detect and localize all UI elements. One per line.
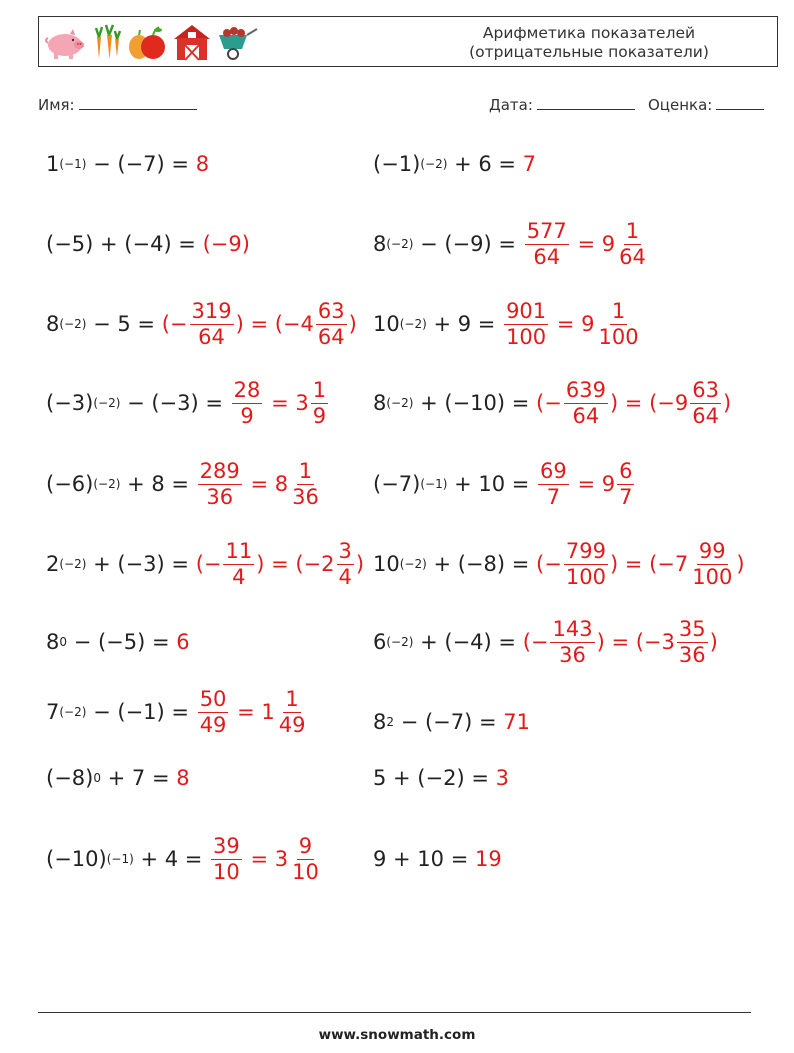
numerator: 28 (233, 377, 261, 402)
numerator: 1 (611, 298, 626, 323)
numerator: 35 (678, 616, 706, 641)
numerator: 639 (565, 377, 606, 402)
expression-rest: (−5) + (−4) = (46, 232, 203, 256)
expression-rest: 9 + 10 = (373, 847, 475, 871)
title-line-2: (отрицательные показатели) (469, 43, 709, 61)
problem-9: (−6) (−2) + 8 = $\frac{289}{36}$ = 8 $\frac{1}{36}$ (46, 454, 323, 514)
base: (−10) (46, 847, 107, 871)
fraction (538, 459, 569, 510)
fraction (596, 299, 640, 350)
mixed-whole: ) = (−7 (609, 552, 689, 576)
paren-close: ) (722, 391, 732, 415)
fraction (232, 378, 263, 429)
expression-rest: − (−9) = (413, 232, 523, 256)
base: 8 (373, 232, 387, 256)
answer (496, 766, 509, 790)
fraction (311, 378, 328, 429)
pig-icon (43, 21, 87, 63)
denominator: 9 (240, 403, 254, 428)
numerator: 6 (619, 458, 633, 483)
answer (475, 847, 502, 871)
answer (503, 710, 530, 734)
numerator: 63 (692, 377, 719, 402)
expression-rest: + 4 = (133, 847, 210, 871)
problem-18 (373, 748, 509, 808)
base: 2 (46, 552, 60, 576)
equals: = (264, 391, 296, 415)
fraction (677, 617, 708, 668)
fraction (337, 539, 354, 590)
mixed-whole: 9 (601, 472, 616, 496)
expression-rest: − (−3) = (120, 391, 230, 415)
denominator: 9 (312, 403, 327, 428)
answer (196, 687, 310, 738)
denominator: 64 (692, 403, 719, 428)
equals: = (570, 232, 602, 256)
equals: = (243, 472, 275, 496)
problem-10: (−7) (−1) + 10 = $\frac{69}{7}$ = 9 $\frac{6}{7}$ (373, 454, 636, 514)
name-field[interactable] (38, 95, 197, 114)
expression-rest: + 6 = (447, 152, 523, 176)
base: (−1) (373, 152, 421, 176)
denominator: 64 (619, 244, 646, 269)
footer-url: www.snowmath.com (318, 1027, 476, 1043)
fraction (290, 459, 321, 510)
denominator: 64 (317, 324, 345, 349)
mixed-whole: 9 (601, 232, 616, 256)
equals: = (230, 700, 262, 724)
expression-rest: + 7 = (100, 766, 177, 790)
paren-close: ) (709, 630, 718, 654)
answer-value: (−9) (202, 232, 250, 256)
problem-6: 10 (−2) + 9 = $\frac{901}{100}$ = 9 $\frac{1}{100}$ (373, 294, 643, 354)
fraction (564, 539, 608, 590)
expression-rest: − (−7) = (394, 710, 504, 734)
numerator: 1 (625, 218, 640, 243)
score-label: Оценка: (648, 96, 713, 114)
denominator: 100 (598, 324, 639, 349)
answer (203, 232, 250, 256)
answer (162, 299, 357, 350)
expression-rest: − (−7) = (86, 152, 196, 176)
problem-5: 8 (−2) − 5 = (− $\frac{319}{64}$ ) = (−4 $\frac{63}{64}$ ) (46, 298, 357, 349)
denominator: 36 (678, 642, 706, 667)
answer (523, 219, 650, 270)
fraction (617, 459, 634, 510)
base: 6 (373, 630, 387, 654)
numerator: 1 (312, 377, 327, 402)
answer-value: 19 (474, 847, 502, 871)
numerator: 11 (225, 538, 253, 563)
problem-11: 2 (−2) + (−3) = (− $\frac{11}{4}$ ) = (−2 $\frac{3}{4}$ ) (46, 538, 365, 589)
problem-16: 8 2 − (−7) = 71 (373, 710, 530, 734)
answer (230, 378, 330, 429)
paren-close: ) (348, 312, 357, 336)
equals: = (550, 312, 582, 336)
paren-open: (− (195, 552, 222, 576)
fraction (690, 378, 721, 429)
mixed-whole: 8 (274, 472, 289, 496)
mixed-whole: 3 (274, 847, 289, 871)
fraction (198, 687, 229, 738)
numerator: 50 (199, 686, 227, 711)
expression-rest: − (−1) = (86, 700, 196, 724)
answer (536, 539, 744, 590)
answer (196, 539, 364, 590)
fraction (190, 299, 234, 350)
problem-20 (373, 829, 502, 889)
paren-open: (− (522, 630, 549, 654)
denominator: 4 (232, 564, 246, 589)
expression-rest: + (−3) = (86, 552, 196, 576)
fraction (316, 299, 347, 350)
expression-rest: − 5 = (86, 312, 162, 336)
answer-value: 71 (503, 710, 530, 734)
answer (176, 766, 189, 790)
problem-12: 10 (−2) + (−8) = (− $\frac{799}{100}$ ) = (−7 $\frac{99}{100}$ ) (373, 538, 745, 589)
denominator: 64 (572, 403, 600, 428)
expression-rest: + 10 = (447, 472, 537, 496)
mixed-whole: ) = (−4 (235, 312, 314, 336)
fraction (690, 539, 734, 590)
header-icons (43, 21, 259, 63)
worksheet-header (38, 16, 778, 67)
expression-rest: + 9 = (426, 312, 503, 336)
fraction (211, 834, 242, 885)
mixed-whole: 1 (261, 700, 275, 724)
expression-rest: + (−10) = (413, 391, 537, 415)
expression-rest: + (−4) = (413, 630, 523, 654)
date-label: Дата: (489, 96, 533, 114)
answer (536, 378, 731, 429)
answer (502, 299, 643, 350)
expression-rest: + 8 = (120, 472, 196, 496)
score-field[interactable] (648, 95, 764, 114)
answer-value: 3 (495, 766, 509, 790)
fraction (504, 299, 548, 350)
fruits-icon (125, 21, 169, 63)
answer-value: 7 (522, 152, 537, 176)
problem-15: 7 (−2) − (−1) = $\frac{50}{49}$ = 1 $\frac{1}{49}$ (46, 682, 309, 742)
denominator: 36 (206, 484, 234, 509)
answer-value: 8 (176, 766, 190, 790)
base: 10 (373, 552, 400, 576)
problem-3 (46, 214, 250, 274)
expression-rest: − (−5) = (67, 630, 177, 654)
numerator: 1 (285, 686, 299, 711)
mixed-whole: ) = (−9 (609, 391, 689, 415)
answer-value: 6 (176, 630, 190, 654)
numerator: 577 (526, 218, 567, 243)
base: (−3) (46, 391, 94, 415)
title-line-1: Арифметика показателей (482, 24, 696, 42)
fraction (564, 378, 608, 429)
answer (523, 152, 536, 176)
numerator: 1 (298, 458, 313, 483)
base: 8 (373, 391, 387, 415)
mixed-whole: ) = (−2 (256, 552, 335, 576)
numerator: 9 (298, 833, 313, 858)
answer (176, 630, 189, 654)
paren-open: (− (536, 391, 562, 415)
worksheet-title (439, 24, 739, 62)
expression-rest: + (−8) = (426, 552, 537, 576)
problem-8: 8 (−2) + (−10) = (− $\frac{639}{64}$ ) = (−9 $\frac{63}{64}$ ) (373, 377, 732, 428)
answer (196, 152, 209, 176)
base: (−6) (46, 472, 94, 496)
answer (523, 617, 718, 668)
denominator: 64 (533, 244, 561, 269)
name-line[interactable] (79, 95, 197, 110)
numerator: 63 (317, 298, 345, 323)
problem-4: 8 (−2) − (−9) = $\frac{577}{64}$ = 9 $\frac{1}{64}$ (373, 214, 650, 274)
base: 7 (46, 700, 60, 724)
mixed-whole: 3 (295, 391, 309, 415)
wheelbarrow-icon (215, 21, 259, 63)
denominator: 4 (338, 564, 352, 589)
numerator: 799 (565, 538, 606, 563)
fraction (223, 539, 254, 590)
denominator: 49 (199, 712, 227, 737)
answer (536, 459, 636, 510)
denominator: 64 (198, 324, 225, 349)
answer-value: 8 (195, 152, 210, 176)
base: 8 (373, 710, 387, 734)
denominator: 10 (213, 859, 240, 884)
numerator: 289 (199, 458, 240, 483)
base: (−7) (373, 472, 421, 496)
base: (−8) (46, 766, 94, 790)
mixed-whole: ) = (−3 (596, 630, 675, 654)
base: 8 (46, 312, 60, 336)
problem-13: 8 0 − (−5) = 6 (46, 630, 190, 654)
problem-14: 6 (−2) + (−4) = (− $\frac{143}{36}$ ) = (−3 $\frac{35}{36}$ ) (373, 616, 718, 667)
denominator: 10 (292, 859, 319, 884)
footer-divider (38, 1012, 751, 1013)
problem-2: (−1) (−2) + 6 = 7 (373, 152, 537, 176)
fraction (290, 834, 321, 885)
base: 10 (373, 312, 400, 336)
expression-rest: 5 + (−2) = (373, 766, 496, 790)
barn-icon (171, 21, 213, 63)
score-line[interactable] (716, 95, 764, 110)
mixed-whole: 9 (581, 312, 595, 336)
problem-19: (−10) (−1) + 4 = $\frac{39}{10}$ = 3 $\frac{9}{10}$ (46, 829, 323, 889)
denominator: 7 (546, 484, 561, 509)
numerator: 99 (698, 538, 726, 563)
numerator: 319 (191, 298, 232, 323)
base: 8 (46, 630, 60, 654)
answer (209, 834, 323, 885)
paren-open: (− (536, 552, 562, 576)
fraction (525, 219, 569, 270)
denominator: 100 (506, 324, 547, 349)
numerator: 3 (338, 538, 352, 563)
equals: = (243, 847, 275, 871)
fraction (617, 219, 648, 270)
problem-1: 1 (−1) − (−7) = 8 (46, 152, 210, 176)
paren-close: ) (355, 552, 365, 576)
base: 1 (46, 152, 60, 176)
answer (196, 459, 323, 510)
denominator: 7 (619, 484, 633, 509)
denominator: 100 (692, 564, 733, 589)
denominator: 100 (565, 564, 606, 589)
numerator: 901 (506, 298, 547, 323)
equals: = (570, 472, 602, 496)
fraction (198, 459, 242, 510)
date-field[interactable] (489, 95, 635, 114)
paren-open: (− (161, 312, 188, 336)
fraction (550, 617, 594, 668)
problem-7: (−3) (−2) − (−3) = $\frac{28}{9}$ = 3 $\frac{1}{9}$ (46, 373, 330, 433)
denominator: 49 (278, 712, 306, 737)
date-line[interactable] (537, 95, 635, 110)
numerator: 69 (540, 458, 567, 483)
paren-close: ) (736, 552, 745, 576)
denominator: 36 (292, 484, 319, 509)
carrots-icon (89, 21, 123, 63)
denominator: 36 (559, 642, 586, 667)
problem-17: (−8) 0 + 7 = 8 (46, 766, 190, 790)
numerator: 143 (552, 616, 593, 641)
fraction (277, 687, 308, 738)
numerator: 39 (213, 833, 240, 858)
name-label: Имя: (38, 96, 75, 114)
